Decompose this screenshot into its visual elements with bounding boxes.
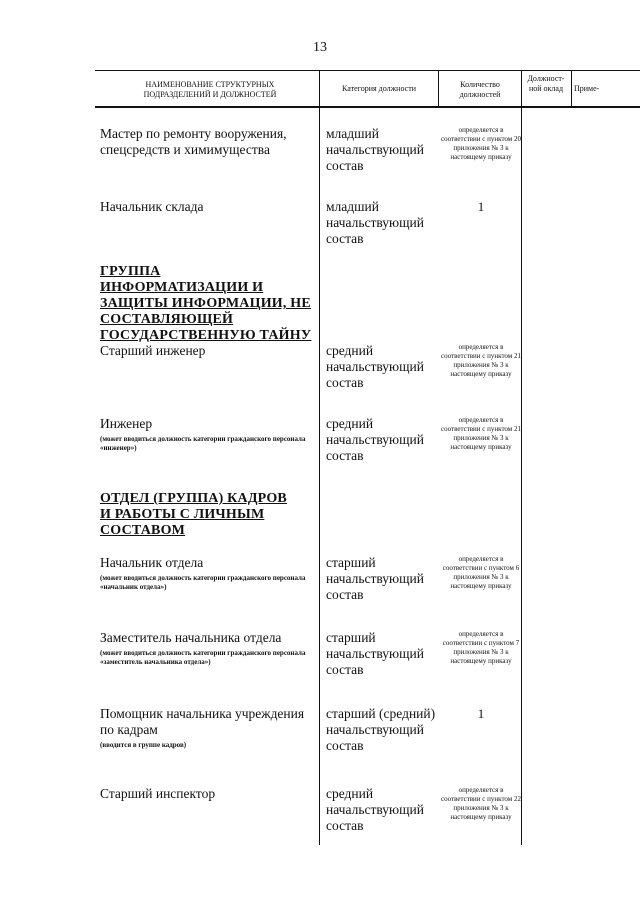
position-quantity: определяется в соответствии с пунктом 7 приложения № 3 к настоящему приказу [442,630,520,665]
position-title: Заместитель начальника отдела [100,630,282,645]
header-name-column: НАИМЕНОВАНИЕ СТРУКТУРНЫХ ПОДРАЗДЕЛЕНИЙ И ДОЛЖНОСТЕЙ [143,80,277,99]
position-category: старший начальствующий состав [326,630,424,677]
position-title: Начальник отдела [100,555,204,570]
position-quantity: определяется в соответствии с пунктом 21 приложения № 3 к настоящему приказу [441,416,521,451]
position-category: старший (средний) начальствующий состав [326,706,436,753]
position-note: (вводится в группе кадров) [100,741,187,749]
header-salary-column: Должност-ной оклад [527,74,565,93]
position-category: средний начальствующий состав [326,786,424,833]
position-note: (может вводиться должность категории гражданского персонала «начальник отдела») [100,574,306,591]
position-quantity: 1 [477,199,485,214]
position-name [100,555,310,592]
column-divider-3 [521,70,522,845]
position-note: (может вводиться должность категории гражданского персонала «заместитель начальника отдела») [100,649,306,666]
header-top-rule [95,70,640,71]
column-divider-1 [319,70,320,845]
position-title: Мастер по ремонту вооружения, спецсредств и химимущества [100,126,287,157]
position-title: Помощник начальника учреждения по кадрам [100,706,305,737]
header-bottom-rule [95,106,640,108]
position-quantity: определяется в соответствии с пунктом 20 приложения № 3 к настоящему приказу [441,126,521,161]
header-notes-column: Приме- [574,84,600,93]
group-heading: ГРУППА ИНФОРМАТИЗАЦИИ И ЗАЩИТЫ ИНФОРМАЦИИ, НЕ СОСТАВЛЯЮЩЕЙ ГОСУДАРСТВЕННУЮ ТАЙНУ [100,264,312,343]
position-category: старший начальствующий состав [326,555,424,602]
column-divider-4 [571,70,572,107]
position-title: Старший инженер [100,343,206,358]
position-quantity: определяется в соответствии с пунктом 22 приложения № 3 к настоящему приказу [441,786,521,821]
position-category: младший начальствующий состав [326,199,424,246]
position-title: Старший инспектор [100,786,216,801]
position-name [100,786,310,802]
position-name [100,630,310,667]
position-quantity: определяется в соответствии с пунктом 21 приложения № 3 к настоящему приказу [441,343,521,378]
position-name [100,199,310,215]
page-number: 13 [313,40,327,55]
group-heading: ОТДЕЛ (ГРУППА) КАДРОВ И РАБОТЫ С ЛИЧНЫМ СОСТАВОМ [100,491,287,538]
position-quantity: определяется в соответствии с пунктом 6 приложения № 3 к настоящему приказу [442,555,520,590]
position-category: средний начальствующий состав [326,416,424,463]
position-category: средний начальствующий состав [326,343,424,390]
header-category-column: Категория должности [342,84,416,93]
position-title: Инженер [100,416,153,431]
header-quantity-column: Количество должностей [459,80,501,99]
position-category: младший начальствующий состав [326,126,424,173]
position-name [100,126,310,158]
position-name [100,416,310,453]
position-quantity: 1 [477,706,485,721]
position-note: (может вводиться должность категории гражданского персонала «инженер») [100,435,306,452]
position-name [100,343,310,359]
column-divider-2 [438,70,439,107]
position-name [100,706,315,750]
position-title: Начальник склада [100,199,204,214]
